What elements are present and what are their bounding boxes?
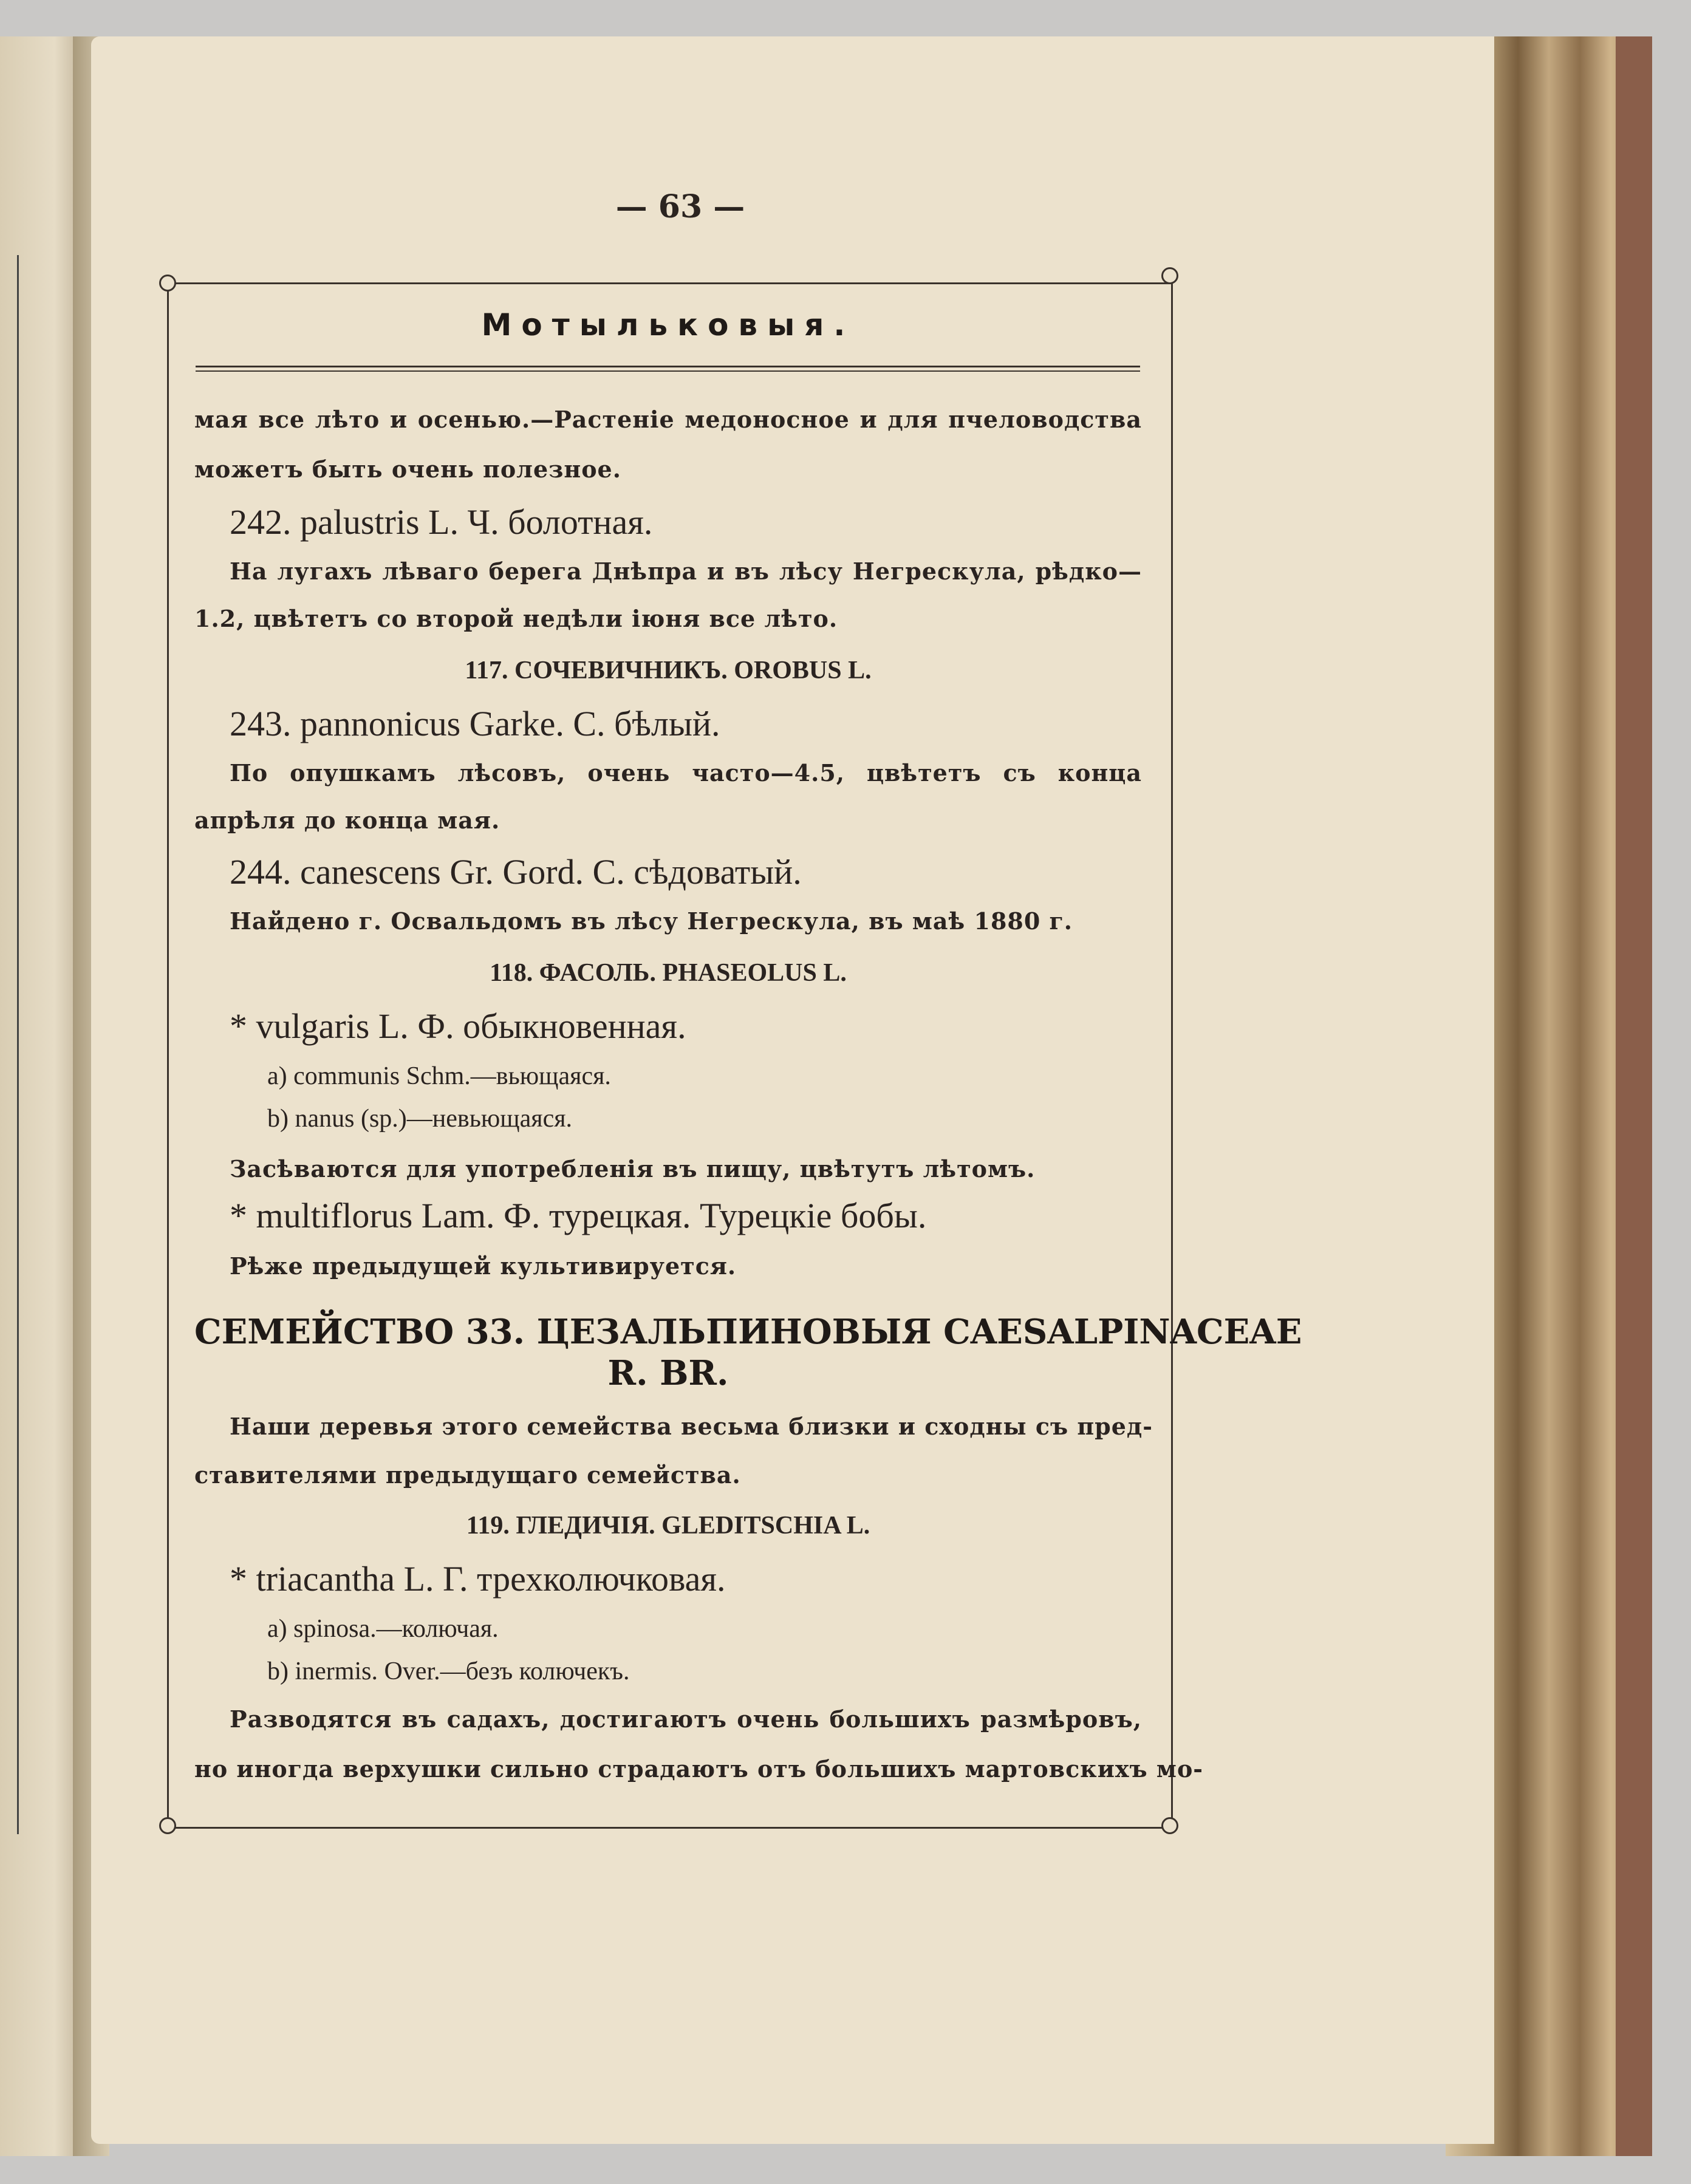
text-line: На лугахъ лѣваго берега Днѣпра и въ лѣсу Негрескула, рѣдко—	[230, 558, 1142, 585]
header-rule	[196, 366, 1140, 372]
frame-corner-ornament-icon	[1161, 1817, 1178, 1834]
family-heading: СЕМЕЙСТВО 33. ЦЕЗАЛЬПИНОВЫЯ CAESALPINACEAE	[194, 1312, 1302, 1352]
variety-line: a) communis Schm.—вьющаяся.	[267, 1062, 611, 1090]
species-entry: 243. pannonicus Garke. С. бѣлый.	[230, 704, 720, 743]
running-header: Мотыльковыя.	[481, 307, 855, 343]
bottom-strip	[0, 2156, 1691, 2184]
text-line: Разводятся въ садахъ, достигаютъ очень большихъ размѣровъ,	[230, 1705, 1142, 1733]
frame-corner-ornament-icon	[1161, 267, 1178, 284]
text-line: Наши деревья этого семейства весьма близки и сходны съ пред-	[230, 1413, 1153, 1440]
text-line: 1.2, цвѣтетъ со второй недѣли іюня все лѣто.	[194, 605, 838, 632]
family-heading: R. BR.	[607, 1353, 729, 1393]
species-entry: * vulgaris L. Ф. обыкновенная.	[230, 1006, 686, 1046]
variety-line: b) inermis. Over.—безъ колючекъ.	[267, 1657, 630, 1685]
variety-line: b) nanus (sp.)—невьющаяся.	[267, 1105, 573, 1133]
text-line: апрѣля до конца мая.	[194, 807, 500, 834]
genus-heading: 118. ФАСОЛЬ. PHASEOLUS L.	[490, 959, 847, 987]
page-number: — 63 —	[615, 188, 745, 225]
frame-corner-ornament-icon	[159, 1817, 176, 1834]
book-cover	[1616, 36, 1652, 2156]
text-line: По опушкамъ лѣсовъ, очень часто—4.5, цвѣтетъ съ конца	[230, 759, 1142, 787]
genus-heading: 117. СОЧЕВИЧНИКЪ. OROBUS L.	[465, 657, 872, 684]
species-entry: 242. palustris L. Ч. болотная.	[230, 502, 653, 542]
text-line: можетъ быть очень полезное.	[194, 456, 621, 483]
species-entry: 244. canescens Gr. Gord. С. сѣдоватый.	[230, 852, 802, 892]
text-line: Рѣже предыдущей культивируется.	[230, 1252, 737, 1280]
text-line: Найдено г. Освальдомъ въ лѣсу Негрескула, въ маѣ 1880 г.	[230, 907, 1073, 935]
genus-heading: 119. ГЛЕДИЧІЯ. GLEDITSCHIA L.	[466, 1512, 870, 1540]
frame-corner-ornament-icon	[159, 275, 176, 292]
left-page-edge	[0, 255, 19, 1834]
variety-line: a) spinosa.—колючая.	[267, 1615, 499, 1643]
text-line: но иногда верхушки сильно страдаютъ отъ большихъ мартовскихъ мо-	[194, 1755, 1204, 1783]
text-line: Засѣваются для употребленія въ пищу, цвѣтутъ лѣтомъ.	[230, 1155, 1036, 1182]
text-line: мая все лѣто и осенью.—Растеніе медоносное и для пчеловодства	[194, 406, 1142, 433]
species-entry: * multiflorus Lam. Ф. турецкая. Турецкіе бобы.	[230, 1196, 927, 1235]
text-line: ставителями предыдущаго семейства.	[194, 1461, 741, 1489]
species-entry: * triacantha L. Г. трехколючковая.	[230, 1559, 726, 1599]
